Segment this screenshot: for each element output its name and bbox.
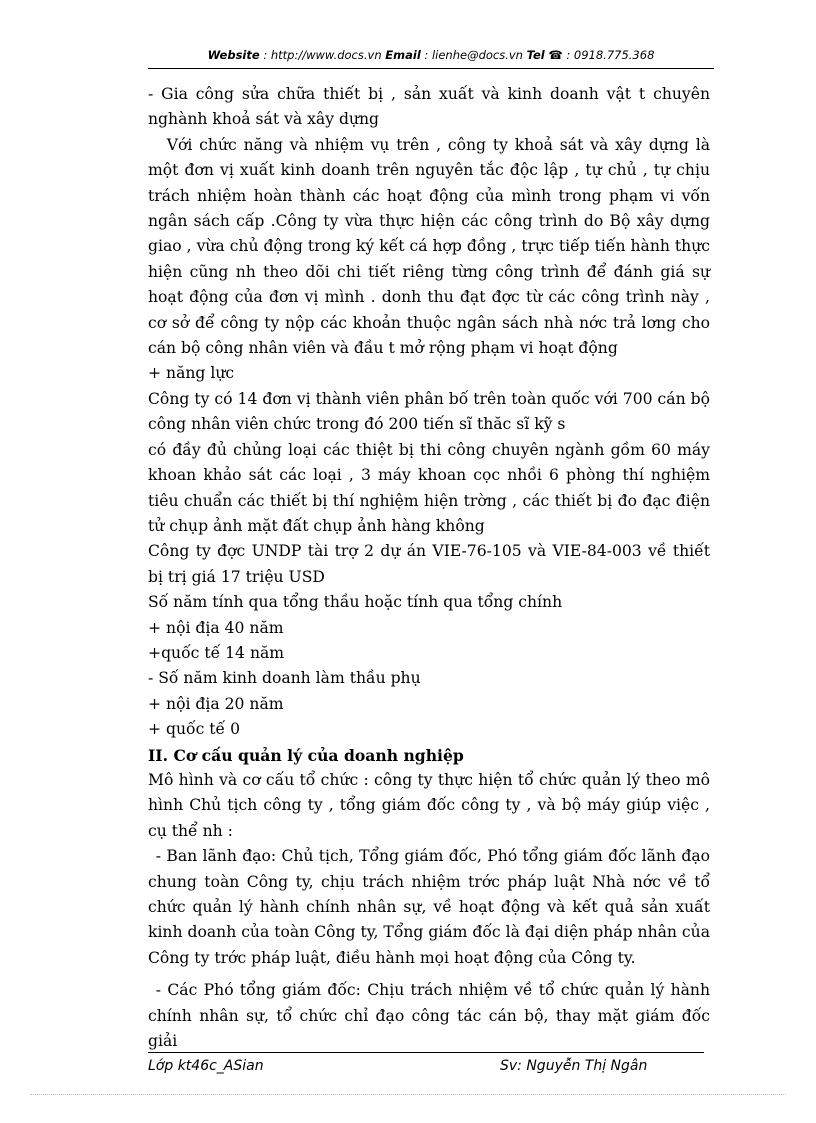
tel-number: : 0918.775.368	[562, 48, 655, 62]
section-heading: II. Cơ cấu quản lý của doanh nghiệp	[148, 745, 464, 765]
page-bottom-dotted-line	[30, 1094, 786, 1095]
paragraph-capacity-heading: + năng lực	[148, 364, 235, 383]
email-address: : lienhe@docs.vn	[420, 48, 527, 62]
email-label: Email	[385, 48, 421, 62]
paragraph-deputy-directors: - Các Phó tổng giám đốc: Chịu trách nhiệm về tổ chức quản lý hành chính nhân sự, tổ chức chỉ đạo công tác cán bộ, thay mặt giám đốc giải	[148, 981, 710, 1051]
website-label: Website	[207, 48, 260, 62]
footer-divider	[148, 1052, 704, 1053]
paragraph-leadership: - Ban lãnh đạo: Chủ tịch, Tổng giám đốc, Phó tổng giám đốc lãnh đạo chung toàn Công ty, chịu trách nhiệm trớc pháp luật Nhà nớc về tổ chức quản lý hành chính nhân sự, về hoạt động và kết quả sản xuất kinh doanh của toàn Công ty, Tổng giám đốc là đại diện pháp nhân của Công ty trớc pháp luật, điều hành mọi hoạt động của Công ty.	[148, 847, 710, 967]
phone-icon: ☎	[548, 48, 563, 62]
paragraph-international-0: + quốc tế 0	[148, 720, 241, 739]
paragraph-equipment: có đầy đủ chủng loại các thiệt bị thi công chuyên ngành gồm 60 máy khoan khảo sát các loại , 3 máy khoan cọc nhồi 6 phòng thí nghiệm tiêu chuẩn các thiết bị thí nghiệm hiện trờng , các thiết bị đo đạc điện tử chụp ảnh mặt đất chụp ảnh hàng không	[148, 440, 710, 535]
paragraph-services: - Gia công sửa chữa thiết bị , sản xuất và kinh doanh vật t chuyên nghành khoả sát và xây dựng	[148, 85, 710, 129]
paragraph-domestic-40: + nội địa 40 năm	[148, 618, 284, 637]
footer-class: Lớp kt46c_ASian	[148, 1058, 264, 1074]
paragraph-domestic-20: + nội địa 20 năm	[148, 694, 284, 713]
paragraph-members: Công ty có 14 đơn vị thành viên phân bố trên toàn quốc với 700 cán bộ công nhân viên chức trong đó 200 tiến sĩ thăc sĩ kỹ s	[148, 389, 710, 434]
paragraph-general-contractor: Số năm tính qua tổng thầu hoặc tính qua tổng chính	[148, 593, 563, 612]
paragraph-org-model: Mô hình và cơ cấu tổ chức : công ty thực hiện tổ chức quản lý theo mô hình Chủ tịch công ty , tổng giám đốc công ty , và bộ máy giúp việc , cụ thể nh :	[148, 770, 710, 840]
page-header	[148, 42, 714, 69]
footer-student: Sv: Nguyễn Thị Ngân	[500, 1058, 648, 1074]
tel-label: Tel	[526, 48, 545, 62]
paragraph-functions: Với chức năng và nhiệm vụ trên , công ty khoả sát và xây dựng là một đơn vị xuất kinh doanh trên nguyên tắc độc lập , tự chủ , tự chịu trách nhiệm hoàn thành các hoạt động của mình trong phạm vi vốn ngân sách cấp .Công ty vừa thực hiện các công trình do Bộ xây dựng giao , vừa chủ động trong ký kết cá hợp đồng , trực tiếp tiến hành thực hiện cũng nh theo dõi chi tiết riêng từng công trình để đánh giá sự hoạt động của đơn vị mình . donh thu đạt đợc từ các công trình này , cơ sở để công ty nộp các khoản thuộc ngân sách nhà nớc trả lơng cho cán bộ công nhân viên và đầu t mở rộng phạm vi hoạt động	[148, 135, 710, 358]
website-url: : http://www.docs.vn	[259, 48, 386, 62]
paragraph-undp: Công ty đợc UNDP tài trợ 2 dự án VIE-76-105 và VIE-84-003 về thiết bị trị giá 17 triệu USD	[148, 542, 710, 586]
paragraph-international-14: +quốc tế 14 năm	[148, 643, 285, 662]
paragraph-subcontractor: - Số năm kinh doanh làm thầu phụ	[148, 669, 421, 688]
document-body	[148, 82, 710, 1054]
